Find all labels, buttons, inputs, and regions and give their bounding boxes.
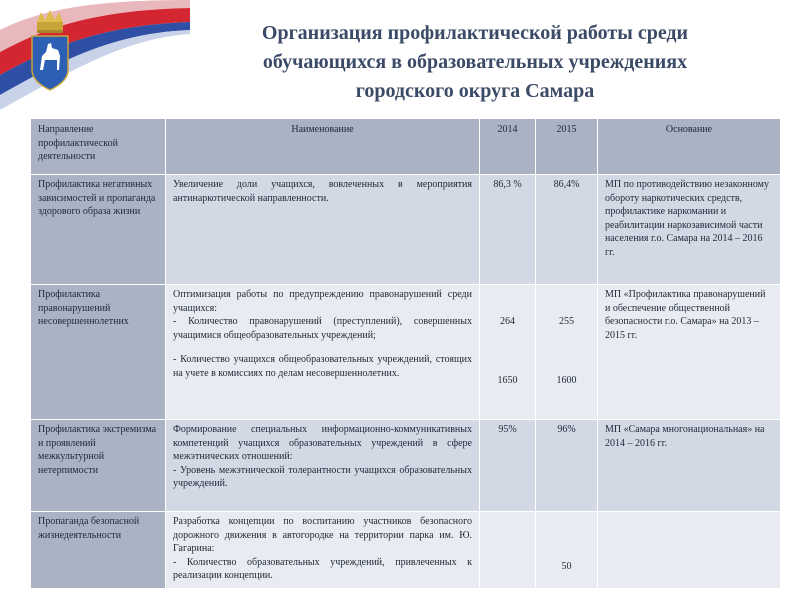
row-name — [166, 512, 480, 589]
header-basis: Основание — [598, 119, 781, 175]
title-line-3: городского округа Самара — [355, 80, 595, 102]
header-2014: 2014 — [480, 119, 536, 175]
table-row — [31, 512, 781, 589]
row-direction: Пропаганда безопасной жизнедеятельности — [31, 512, 166, 589]
row-value-2015-b: 1600 — [556, 374, 577, 386]
row-value-2014-a: 264 — [500, 316, 515, 327]
row-value-2015: 86,4% — [536, 175, 598, 285]
row-value-2014: 86,3 % — [480, 175, 536, 285]
row-direction: Профилактика экстремизма и проявлений межкультурной нетерпимости — [31, 420, 166, 512]
row-name-part: Формирование специальных информационно-коммуникативных компетенций учащихся образовательных учреждений в сфере межэтнических отношений: — [173, 424, 472, 463]
table-row — [31, 175, 781, 285]
row-direction: Профилактика правонарушений несовершеннолетних — [31, 285, 166, 420]
row-value-2015-a: 255 — [559, 316, 574, 327]
prevention-table — [30, 118, 781, 589]
row-name-part: - Уровень межэтнической толерантности учащихся образовательных учреждений. — [173, 464, 472, 490]
row-name-part: - Количество образовательных учреждений, привлеченных к реализации концепции. — [173, 556, 472, 582]
row-value-2014: 95% — [480, 420, 536, 512]
row-name-part: Оптимизация работы по предупреждению правонарушений среди учащихся: — [173, 289, 472, 314]
row-name: Увеличение доли учащихся, вовлеченных в мероприятия антинаркотической направленности. — [166, 175, 480, 285]
row-name — [166, 285, 480, 420]
header-direction: Направление профилактической деятельности — [31, 119, 166, 175]
header-2015: 2015 — [536, 119, 598, 175]
row-basis: МП «Самара многонациональная» на 2014 – 2016 гг. — [598, 420, 781, 512]
row-value-2014-b: 1650 — [497, 374, 518, 386]
row-basis — [598, 512, 781, 589]
row-direction: Профилактика негативных зависимостей и пропаганда здорового образа жизни — [31, 175, 166, 285]
row-value-2015: 50 — [536, 512, 598, 589]
page-title — [175, 19, 775, 106]
row-value-2014 — [480, 512, 536, 589]
row-basis: МП «Профилактика правонарушений и обеспечение общественной безопасности г.о. Самара» на 2013 – 2015 гг. — [598, 285, 781, 420]
title-line-2: обучающихся в образовательных учреждениях — [262, 51, 688, 73]
table-row — [31, 285, 781, 420]
row-name-part: Разработка концепции по воспитанию участников безопасного дорожного движения в автогородке на территории парка им. Ю. Гагарина: — [173, 516, 472, 555]
row-name-part: - Количество учащихся общеобразовательных учреждений, стоящих на учете в комиссиях по делам несовершеннолетних. — [173, 354, 472, 379]
row-name — [166, 420, 480, 512]
title-line-1: Организация профилактической работы среди — [261, 22, 689, 44]
header-name: Наименование — [166, 119, 480, 175]
row-basis: МП по противодействию незаконному обороту наркотических средств, профилактике наркомании и реабилитации наркозависимой части населения г.о. Самара на 2014 – 2016 гг. — [598, 175, 781, 285]
row-value-2015: 96% — [536, 420, 598, 512]
row-value-2015 — [536, 285, 598, 420]
row-value-2014 — [480, 285, 536, 420]
row-name-part: - Количество правонарушений (преступлений), совершенных учащимися общеобразовательных учреждений; — [173, 316, 472, 341]
table-row — [31, 420, 781, 512]
samara-coat-of-arms-logo — [28, 8, 72, 92]
